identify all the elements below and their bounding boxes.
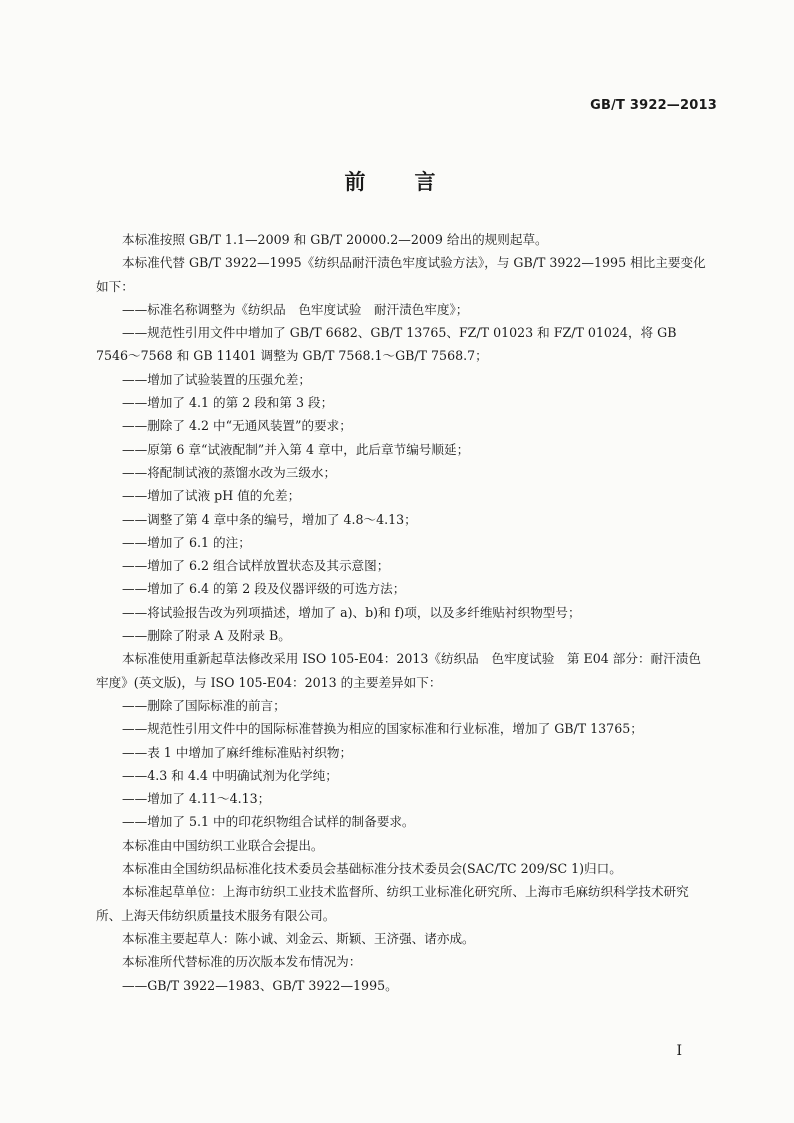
list-item: ——增加了试验装置的压强允差；: [122, 371, 311, 387]
standard-number: GB/T 3922—2013: [590, 98, 717, 113]
list-item: ——将试验报告改为列项描述，增加了 a)、b)和 f)项，以及多纤维贴衬织物型号；: [122, 604, 581, 620]
list-item: ——增加了 6.4 的第 2 段及仪器评级的可选方法；: [122, 581, 406, 597]
list-item: ——标准名称调整为《纺织品 色牢度试验 耐汗渍色牢度》；: [122, 301, 469, 317]
list-item: ——规范性引用文件中增加了 GB/T 6682、GB/T 13765、FZ/T 01023 和 FZ/T 01024，将 GB 7546～7568 和 GB 11401 调整为 GB/T 7568.1～GB/T 7568.7；: [96, 325, 677, 364]
paragraph: 本标准由中国纺织工业联合会提出。: [122, 837, 324, 853]
paragraph: 本标准起草单位：上海市纺织工业技术监督所、纺织工业标准化研究所、上海市毛麻纺织科学技术研究所、上海天伟纺织质量技术服务有限公司。: [96, 884, 689, 923]
list-item: ——增加了试液 pH 值的允差；: [122, 488, 301, 504]
page-title: 前 言: [344, 170, 450, 194]
paragraph: 本标准代替 GB/T 3922—1995《纺织品耐汗渍色牢度试验方法》，与 GB/T 3922—1995 相比主要变化如下：: [96, 255, 706, 294]
foreword-body: [96, 228, 706, 997]
list-item: ——GB/T 3922—1983、GB/T 3922—1995。: [122, 977, 398, 993]
paragraph: 本标准主要起草人：陈小诚、刘金云、斯颖、王济强、诸亦成。: [122, 930, 475, 946]
paragraph: 本标准按照 GB/T 1.1—2009 和 GB/T 20000.2—2009 给出的规则起草。: [122, 232, 548, 247]
paragraph: 本标准由全国纺织品标准化技术委员会基础标准分技术委员会(SAC/TC 209/SC 1)归口。: [122, 861, 622, 877]
paragraph: 本标准使用重新起草法修改采用 ISO 105-E04：2013《纺织品 色牢度试验 第 E04 部分：耐汗渍色牢度》(英文版)，与 ISO 105-E04：2013 的主要差异如下：: [96, 651, 701, 690]
list-item: ——4.3 和 4.4 中明确试剂为化学纯；: [122, 767, 338, 783]
list-item: ——增加了 5.1 中的印花织物组合试样的制备要求。: [122, 814, 415, 830]
paragraph: 本标准所代替标准的历次版本发布情况为：: [122, 954, 362, 970]
list-item: ——增加了 4.1 的第 2 段和第 3 段；: [122, 395, 334, 411]
list-item: ——增加了 6.2 组合试样放置状态及其示意图；: [122, 558, 390, 574]
list-item: ——增加了 6.1 的注；: [122, 534, 251, 550]
list-item: ——表 1 中增加了麻纤维标准贴衬织物；: [122, 744, 353, 760]
list-item: ——规范性引用文件中的国际标准替换为相应的国家标准和行业标准，增加了 GB/T 13765；: [122, 721, 643, 737]
list-item: ——调整了第 4 章中条的编号，增加了 4.8～4.13；: [122, 511, 417, 527]
list-item: ——增加了 4.11～4.13；: [122, 791, 271, 807]
list-item: ——原第 6 章“试液配制”并入第 4 章中，此后章节编号顺延；: [122, 441, 470, 457]
list-item: ——将配制试液的蒸馏水改为三级水；: [122, 464, 337, 480]
list-item: ——删除了附录 A 及附录 B。: [122, 628, 291, 644]
list-item: ——删除了 4.2 中“无通风装置”的要求；: [122, 418, 352, 434]
list-item: ——删除了国际标准的前言；: [122, 697, 286, 713]
page-number: I: [676, 1043, 682, 1059]
